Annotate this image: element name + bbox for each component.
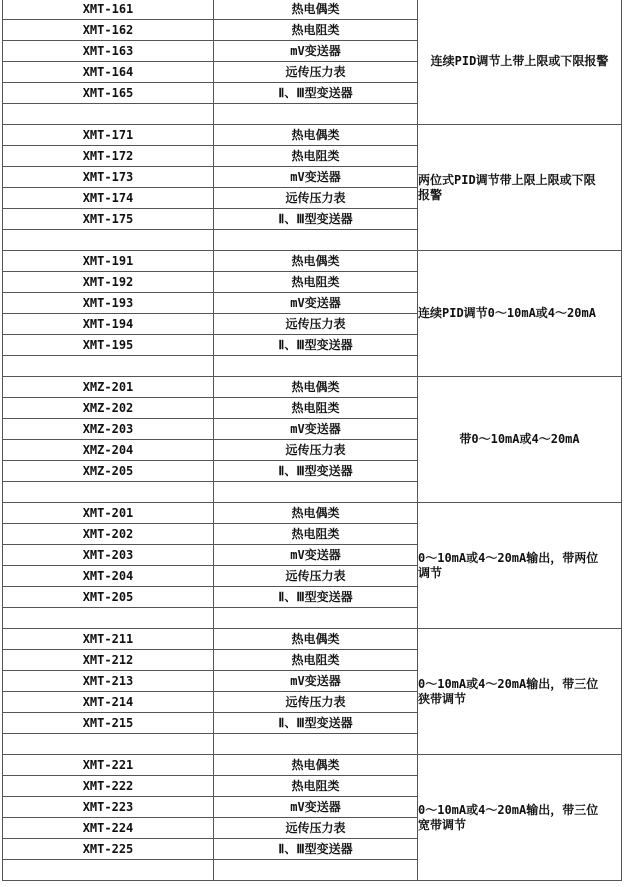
empty-cell bbox=[3, 356, 214, 377]
model-cell: XMT-175 bbox=[3, 209, 214, 230]
table-row bbox=[3, 503, 622, 524]
empty-cell bbox=[3, 734, 214, 755]
input-type-cell: mV变送器 bbox=[214, 41, 418, 62]
input-type-cell: 远传压力表 bbox=[214, 314, 418, 335]
input-type-cell: Ⅱ、Ⅲ型变送器 bbox=[214, 461, 418, 482]
model-cell: XMT-174 bbox=[3, 188, 214, 209]
input-type-cell: 热电阻类 bbox=[214, 398, 418, 419]
input-type-cell: 远传压力表 bbox=[214, 818, 418, 839]
input-type-cell: 热电阻类 bbox=[214, 272, 418, 293]
input-type-cell: 热电偶类 bbox=[214, 755, 418, 776]
model-cell: XMZ-203 bbox=[3, 419, 214, 440]
input-type-cell: mV变送器 bbox=[214, 419, 418, 440]
input-type-cell: 热电阻类 bbox=[214, 650, 418, 671]
input-type-cell: 热电偶类 bbox=[214, 377, 418, 398]
model-cell: XMT-193 bbox=[3, 293, 214, 314]
model-cell: XMT-195 bbox=[3, 335, 214, 356]
empty-cell bbox=[214, 482, 418, 503]
model-cell: XMT-172 bbox=[3, 146, 214, 167]
empty-cell bbox=[3, 230, 214, 251]
model-cell: XMT-162 bbox=[3, 20, 214, 41]
model-cell: XMT-163 bbox=[3, 41, 214, 62]
empty-cell bbox=[214, 104, 418, 125]
table-row bbox=[3, 755, 622, 776]
empty-cell bbox=[214, 356, 418, 377]
model-cell: XMT-203 bbox=[3, 545, 214, 566]
model-cell: XMT-194 bbox=[3, 314, 214, 335]
function-description-cell: 带0～10mA或4～20mA bbox=[418, 377, 622, 503]
table-row bbox=[3, 125, 622, 146]
input-type-cell: 热电偶类 bbox=[214, 251, 418, 272]
table-row bbox=[3, 377, 622, 398]
input-type-cell: 远传压力表 bbox=[214, 188, 418, 209]
model-cell: XMT-192 bbox=[3, 272, 214, 293]
empty-cell bbox=[3, 608, 214, 629]
table-row bbox=[3, 251, 622, 272]
input-type-cell: 热电阻类 bbox=[214, 146, 418, 167]
model-cell: XMZ-205 bbox=[3, 461, 214, 482]
model-cell: XMT-204 bbox=[3, 566, 214, 587]
input-type-cell: 热电偶类 bbox=[214, 125, 418, 146]
function-description-cell: 0～10mA或4～20mA输出，带三位 狭带调节 bbox=[418, 629, 622, 755]
input-type-cell: mV变送器 bbox=[214, 167, 418, 188]
model-cell: XMT-161 bbox=[3, 0, 214, 20]
function-description-cell: 两位式PID调节带上限上限或下限 报警 bbox=[418, 125, 622, 251]
empty-cell bbox=[3, 104, 214, 125]
model-cell: XMT-225 bbox=[3, 839, 214, 860]
empty-cell bbox=[3, 482, 214, 503]
input-type-cell: mV变送器 bbox=[214, 797, 418, 818]
input-type-cell: 热电偶类 bbox=[214, 503, 418, 524]
input-type-cell: Ⅱ、Ⅲ型变送器 bbox=[214, 587, 418, 608]
model-cell: XMT-191 bbox=[3, 251, 214, 272]
empty-cell bbox=[214, 608, 418, 629]
input-type-cell: Ⅱ、Ⅲ型变送器 bbox=[214, 209, 418, 230]
input-type-cell: Ⅱ、Ⅲ型变送器 bbox=[214, 83, 418, 104]
model-cell: XMT-205 bbox=[3, 587, 214, 608]
model-cell: XMT-165 bbox=[3, 83, 214, 104]
table-body bbox=[3, 0, 622, 881]
function-description-cell: 连续PID调节0～10mA或4～20mA bbox=[418, 251, 622, 377]
input-type-cell: 热电阻类 bbox=[214, 776, 418, 797]
input-type-cell: mV变送器 bbox=[214, 671, 418, 692]
model-cell: XMT-222 bbox=[3, 776, 214, 797]
model-cell: XMT-171 bbox=[3, 125, 214, 146]
input-type-cell: Ⅱ、Ⅲ型变送器 bbox=[214, 713, 418, 734]
input-type-cell: 热电偶类 bbox=[214, 629, 418, 650]
table-row bbox=[3, 629, 622, 650]
model-cell: XMZ-204 bbox=[3, 440, 214, 461]
function-description-cell: 连续PID调节上带上限或下限报警 bbox=[418, 0, 622, 125]
model-cell: XMZ-201 bbox=[3, 377, 214, 398]
model-cell: XMT-215 bbox=[3, 713, 214, 734]
input-type-cell: 远传压力表 bbox=[214, 440, 418, 461]
function-description-cell: 0～10mA或4～20mA输出，带三位 宽带调节 bbox=[418, 755, 622, 881]
model-cell: XMT-212 bbox=[3, 650, 214, 671]
empty-cell bbox=[214, 860, 418, 881]
model-spec-table bbox=[2, 0, 622, 881]
input-type-cell: 热电偶类 bbox=[214, 0, 418, 20]
model-cell: XMT-224 bbox=[3, 818, 214, 839]
model-cell: XMZ-202 bbox=[3, 398, 214, 419]
model-cell: XMT-214 bbox=[3, 692, 214, 713]
input-type-cell: 远传压力表 bbox=[214, 566, 418, 587]
empty-cell bbox=[214, 230, 418, 251]
input-type-cell: 热电阻类 bbox=[214, 20, 418, 41]
input-type-cell: mV变送器 bbox=[214, 293, 418, 314]
input-type-cell: Ⅱ、Ⅲ型变送器 bbox=[214, 839, 418, 860]
empty-cell bbox=[214, 734, 418, 755]
model-cell: XMT-211 bbox=[3, 629, 214, 650]
model-cell: XMT-221 bbox=[3, 755, 214, 776]
input-type-cell: 远传压力表 bbox=[214, 62, 418, 83]
input-type-cell: 热电阻类 bbox=[214, 524, 418, 545]
input-type-cell: mV变送器 bbox=[214, 545, 418, 566]
table-row bbox=[3, 0, 622, 20]
model-cell: XMT-164 bbox=[3, 62, 214, 83]
model-cell: XMT-223 bbox=[3, 797, 214, 818]
model-cell: XMT-173 bbox=[3, 167, 214, 188]
input-type-cell: Ⅱ、Ⅲ型变送器 bbox=[214, 335, 418, 356]
model-cell: XMT-213 bbox=[3, 671, 214, 692]
model-cell: XMT-201 bbox=[3, 503, 214, 524]
input-type-cell: 远传压力表 bbox=[214, 692, 418, 713]
empty-cell bbox=[3, 860, 214, 881]
function-description-cell: 0～10mA或4～20mA输出，带两位 调节 bbox=[418, 503, 622, 629]
model-cell: XMT-202 bbox=[3, 524, 214, 545]
